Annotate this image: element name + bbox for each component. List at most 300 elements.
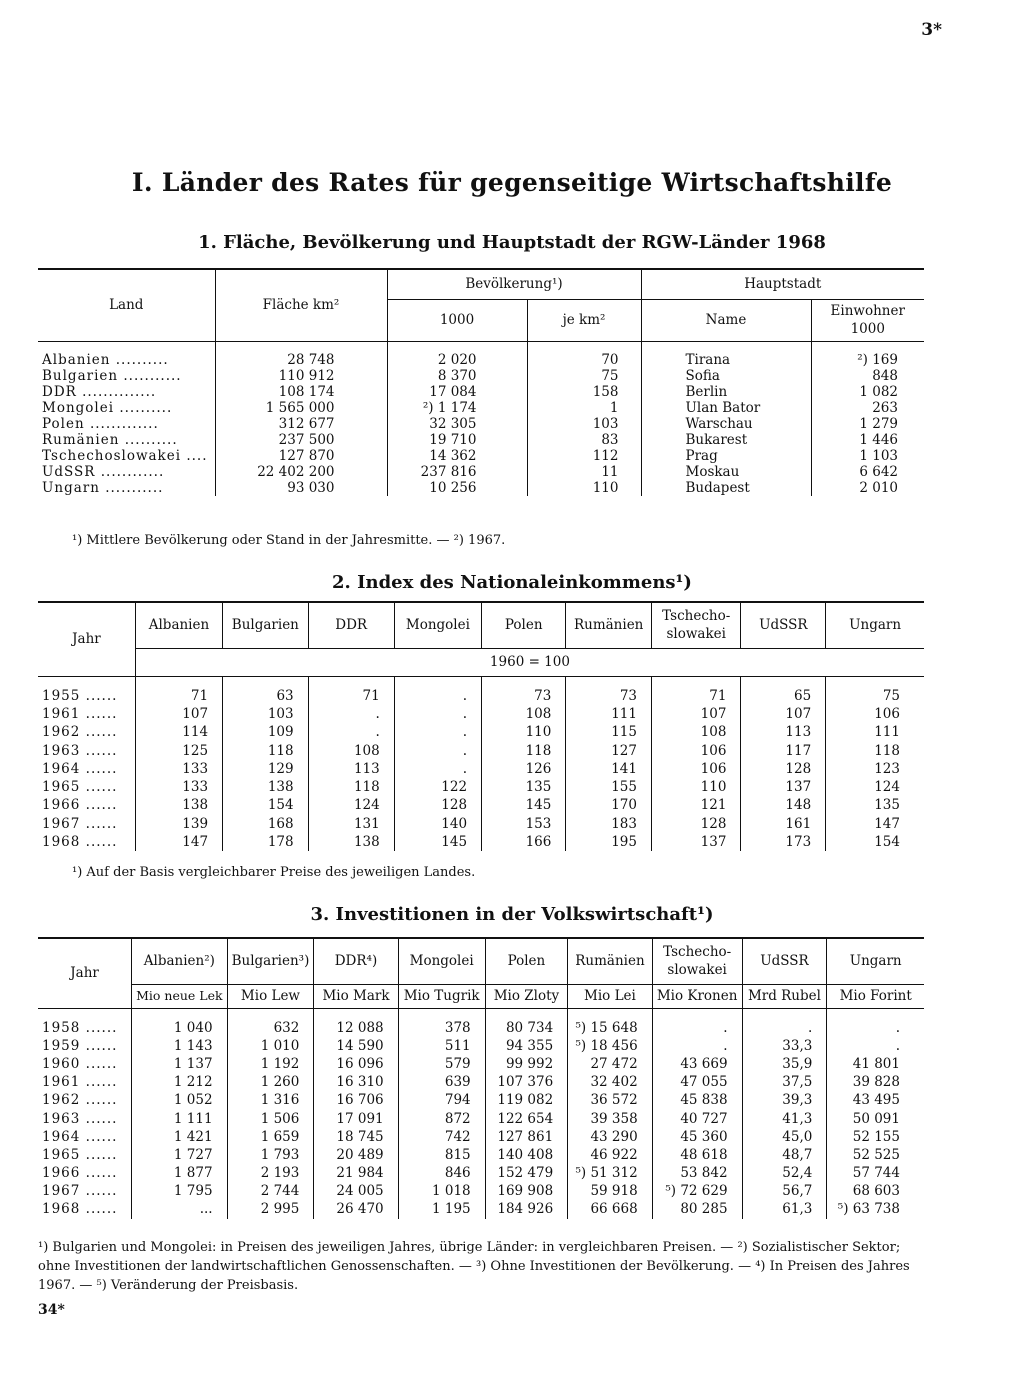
col-header: Rumänien <box>566 602 652 648</box>
value-cell: 12 088 <box>314 1019 398 1037</box>
cell: 110 <box>527 480 641 496</box>
value-cell: 43 669 <box>652 1055 742 1073</box>
cell: UdSSR ............ <box>38 464 215 480</box>
value-cell: 94 355 <box>485 1037 568 1055</box>
value-cell: 511 <box>398 1037 485 1055</box>
table-row <box>38 464 924 480</box>
value-cell: 126 <box>482 760 566 778</box>
col-header: Polen <box>485 938 568 984</box>
year-cell: 1965 ...... <box>38 1146 132 1164</box>
value-cell: 184 926 <box>485 1200 568 1218</box>
value-cell: 118 <box>482 741 566 759</box>
value-cell: 846 <box>398 1164 485 1182</box>
value-cell: 53 842 <box>652 1164 742 1182</box>
value-cell: 75 <box>882 687 900 704</box>
value-cell: 872 <box>398 1109 485 1127</box>
table-row <box>38 833 924 851</box>
value-cell: 50 091 <box>852 1110 900 1127</box>
value-cell: 24 005 <box>314 1182 398 1200</box>
table-row <box>38 1128 924 1146</box>
table-row <box>38 416 924 432</box>
cell: 112 <box>527 448 641 464</box>
value-cell: 137 <box>741 778 826 796</box>
col-header: DDR <box>308 602 394 648</box>
main-title: I. Länder des Rates für gegenseitige Wirtschaftshilfe <box>131 168 893 197</box>
value-cell: 1 111 <box>132 1109 227 1127</box>
value-cell: . <box>394 687 481 705</box>
value-cell: 1 793 <box>227 1146 314 1164</box>
value-cell: 46 922 <box>568 1146 653 1164</box>
value-cell: ⁵) 15 648 <box>568 1019 653 1037</box>
value-cell: 118 <box>308 778 394 796</box>
value-cell: 129 <box>223 760 309 778</box>
table-row <box>38 480 924 496</box>
value-cell: 1 137 <box>132 1055 227 1073</box>
cell: 1 082 <box>859 383 898 400</box>
table-row <box>38 723 924 741</box>
value-cell: . <box>895 1037 900 1054</box>
table-row <box>38 1019 924 1037</box>
value-cell: 40 727 <box>652 1109 742 1127</box>
value-cell: 124 <box>308 796 394 814</box>
year-cell: 1967 ...... <box>38 815 135 833</box>
table-row <box>38 778 924 796</box>
cell: Bukarest <box>641 432 811 448</box>
year-cell: 1959 ...... <box>38 1037 132 1055</box>
year-cell: 1962 ...... <box>38 1091 132 1109</box>
value-cell: . <box>394 741 481 759</box>
value-cell: 21 984 <box>314 1164 398 1182</box>
value-cell: 169 908 <box>485 1182 568 1200</box>
value-cell: 632 <box>227 1019 314 1037</box>
page-number-top: 3* <box>921 20 942 40</box>
year-cell: 1963 ...... <box>38 741 135 759</box>
cell: 2 020 <box>387 352 527 368</box>
year-cell: 1968 ...... <box>38 833 135 851</box>
value-cell: 39 358 <box>568 1109 653 1127</box>
col-name: Name <box>641 299 811 341</box>
cell: 312 677 <box>215 416 387 432</box>
value-cell: ⁵) 18 456 <box>568 1037 653 1055</box>
value-cell: 128 <box>652 815 741 833</box>
cell: 1 103 <box>859 447 898 464</box>
value-cell: 1 506 <box>227 1109 314 1127</box>
value-cell: 14 590 <box>314 1037 398 1055</box>
value-cell: 1 192 <box>227 1055 314 1073</box>
cell: 70 <box>527 352 641 368</box>
year-cell: 1964 ...... <box>38 760 135 778</box>
value-cell: 127 861 <box>485 1128 568 1146</box>
value-cell: 118 <box>874 742 900 759</box>
cell: DDR .............. <box>38 384 215 400</box>
value-cell: 61,3 <box>742 1200 827 1218</box>
col-bev-km: je km² <box>527 299 641 341</box>
value-cell: 48 618 <box>652 1146 742 1164</box>
table-row <box>38 796 924 814</box>
value-cell: 68 603 <box>852 1183 900 1200</box>
table-row <box>38 1091 924 1109</box>
value-cell: ⁵) 72 629 <box>652 1182 742 1200</box>
value-cell: 63 <box>223 687 309 705</box>
value-cell: 45 360 <box>652 1128 742 1146</box>
col-header: Albanien²) <box>132 938 227 984</box>
cell: Tirana <box>641 352 811 368</box>
value-cell: 108 <box>482 705 566 723</box>
table-row <box>38 1037 924 1055</box>
year-cell: 1966 ...... <box>38 1164 132 1182</box>
table3-footnote-line: ¹) Bulgarien und Mongolei: in Preisen des jeweiligen Jahres, übrige Länder: in vergleichbaren Preisen. — ²) Sozialistischer Sektor; <box>38 1240 901 1255</box>
value-cell: . <box>895 1019 900 1036</box>
value-cell: 1 260 <box>227 1073 314 1091</box>
table-row <box>38 741 924 759</box>
value-cell: 147 <box>874 815 900 832</box>
value-cell: 815 <box>398 1146 485 1164</box>
value-cell: 41,3 <box>742 1109 827 1127</box>
cell: Warschau <box>641 416 811 432</box>
table1-title: 1. Fläche, Bevölkerung und Hauptstadt der RGW-Länder 1968 <box>198 232 826 253</box>
value-cell: 45 838 <box>652 1091 742 1109</box>
cell: 93 030 <box>215 480 387 496</box>
cell: 75 <box>527 368 641 384</box>
value-cell: 80 734 <box>485 1019 568 1037</box>
value-cell: 52,4 <box>742 1164 827 1182</box>
cell: 17 084 <box>387 384 527 400</box>
cell: 28 748 <box>215 352 387 368</box>
col-header: Bulgarien <box>223 602 309 648</box>
col-land: Land <box>38 269 215 341</box>
value-cell: 579 <box>398 1055 485 1073</box>
table-row <box>38 1182 924 1200</box>
cell: ²) 169 <box>857 351 898 368</box>
value-cell: 145 <box>394 833 481 851</box>
table2-title: 2. Index des Nationaleinkommens¹) <box>332 572 692 593</box>
value-cell: 1 877 <box>132 1164 227 1182</box>
table-row <box>38 760 924 778</box>
table-row <box>38 432 924 448</box>
value-cell: 137 <box>652 833 741 851</box>
table-row <box>38 1109 924 1127</box>
value-cell: 183 <box>566 815 652 833</box>
cell: 263 <box>872 399 898 416</box>
cell: 848 <box>872 367 898 384</box>
table-row <box>38 400 924 416</box>
value-cell: 117 <box>741 741 826 759</box>
value-cell: 141 <box>566 760 652 778</box>
value-cell: 43 495 <box>852 1092 900 1109</box>
cell: Sofia <box>641 368 811 384</box>
value-cell: 47 055 <box>652 1073 742 1091</box>
cell: 8 370 <box>387 368 527 384</box>
unit-label: Mio Mark <box>314 984 398 1008</box>
col-header: Tschecho- slowakei <box>652 602 741 648</box>
value-cell: 18 745 <box>314 1128 398 1146</box>
value-cell: ⁵) 51 312 <box>568 1164 653 1182</box>
cell: 237 500 <box>215 432 387 448</box>
value-cell: 1 195 <box>398 1200 485 1218</box>
cell: ²) 1 174 <box>387 400 527 416</box>
value-cell: 153 <box>482 815 566 833</box>
value-cell: 2 744 <box>227 1182 314 1200</box>
cell: 158 <box>527 384 641 400</box>
year-cell: 1963 ...... <box>38 1109 132 1127</box>
value-cell: . <box>652 1037 742 1055</box>
value-cell: 37,5 <box>742 1073 827 1091</box>
unit-label: Mio Lew <box>227 984 314 1008</box>
value-cell: 57 744 <box>852 1165 900 1182</box>
value-cell: 128 <box>394 796 481 814</box>
col-header: DDR⁴) <box>314 938 398 984</box>
year-cell: 1965 ...... <box>38 778 135 796</box>
value-cell: 113 <box>741 723 826 741</box>
cell: Mongolei .......... <box>38 400 215 416</box>
table-row <box>38 368 924 384</box>
value-cell: 107 <box>135 705 222 723</box>
value-cell: 107 <box>741 705 826 723</box>
value-cell: 122 <box>394 778 481 796</box>
col-header: Polen <box>482 602 566 648</box>
col-header: UdSSR <box>742 938 827 984</box>
value-cell: 113 <box>308 760 394 778</box>
value-cell: 123 <box>874 760 900 777</box>
value-cell: 195 <box>566 833 652 851</box>
value-cell: 52 525 <box>852 1146 900 1163</box>
year-cell: 1960 ...... <box>38 1055 132 1073</box>
value-cell: 111 <box>566 705 652 723</box>
value-cell: 155 <box>566 778 652 796</box>
value-cell: 1 040 <box>132 1019 227 1037</box>
value-cell: 26 470 <box>314 1200 398 1218</box>
cell: 22 402 200 <box>215 464 387 480</box>
value-cell: 36 572 <box>568 1091 653 1109</box>
value-cell: 742 <box>398 1128 485 1146</box>
value-cell: 71 <box>308 687 394 705</box>
cell: 1 565 000 <box>215 400 387 416</box>
col-header: Rumänien <box>568 938 653 984</box>
value-cell: 73 <box>482 687 566 705</box>
value-cell: 122 654 <box>485 1109 568 1127</box>
value-cell: 45,0 <box>742 1128 827 1146</box>
value-cell: 639 <box>398 1073 485 1091</box>
value-cell: 109 <box>223 723 309 741</box>
table2-footnote: ¹) Auf der Basis vergleichbarer Preise des jeweiligen Landes. <box>72 865 476 880</box>
value-cell: 147 <box>135 833 222 851</box>
year-cell: 1955 ...... <box>38 687 135 705</box>
col-header: Bulgarien³) <box>227 938 314 984</box>
value-cell: 27 472 <box>568 1055 653 1073</box>
col-header: Albanien <box>135 602 222 648</box>
value-cell: 2 193 <box>227 1164 314 1182</box>
value-cell: 378 <box>398 1019 485 1037</box>
cell: 127 870 <box>215 448 387 464</box>
value-cell: 110 <box>482 723 566 741</box>
cell: 83 <box>527 432 641 448</box>
col-header: UdSSR <box>741 602 826 648</box>
value-cell: 99 992 <box>485 1055 568 1073</box>
value-cell: . <box>394 723 481 741</box>
value-cell: 1 143 <box>132 1037 227 1055</box>
value-cell: 145 <box>482 796 566 814</box>
year-cell: 1966 ...... <box>38 796 135 814</box>
value-cell: 128 <box>741 760 826 778</box>
value-cell: 1 010 <box>227 1037 314 1055</box>
table-row <box>38 448 924 464</box>
value-cell: 168 <box>223 815 309 833</box>
col-header: Ungarn <box>827 938 924 984</box>
value-cell: 66 668 <box>568 1200 653 1218</box>
value-cell: ⁵) 63 738 <box>837 1201 900 1218</box>
cell: Rumänien .......... <box>38 432 215 448</box>
value-cell: 107 376 <box>485 1073 568 1091</box>
cell: Prag <box>641 448 811 464</box>
table1 <box>38 268 924 496</box>
value-cell: 59 918 <box>568 1182 653 1200</box>
table3-title: 3. Investitionen in der Volkswirtschaft¹) <box>310 904 714 925</box>
value-cell: 32 402 <box>568 1073 653 1091</box>
page-number-bottom: 34* <box>38 1302 65 1318</box>
cell: Polen ............. <box>38 416 215 432</box>
table-row <box>38 384 924 400</box>
value-cell: 127 <box>566 741 652 759</box>
cell: Tschechoslowakei .... <box>38 448 215 464</box>
value-cell: . <box>394 705 481 723</box>
value-cell: 52 155 <box>852 1128 900 1145</box>
value-cell: 111 <box>874 724 900 741</box>
table2 <box>38 601 924 851</box>
table-row <box>38 1164 924 1182</box>
unit-label: Mio neue Lek <box>132 984 227 1008</box>
unit-label: Mrd Rubel <box>742 984 827 1008</box>
value-cell: 148 <box>741 796 826 814</box>
table3 <box>38 937 924 1219</box>
col-einwohner: Einwohner 1000 <box>811 299 924 341</box>
value-cell: 110 <box>652 778 741 796</box>
value-cell: . <box>652 1019 742 1037</box>
value-cell: 108 <box>652 723 741 741</box>
value-cell: 173 <box>741 833 826 851</box>
value-cell: 17 091 <box>314 1109 398 1127</box>
table3-footnote-line: ohne Investitionen der landwirtschaftlichen Genossenschaften. — ³) Ohne Investitionen der Bevölkerung. — ⁴) In Preisen des Jahres <box>38 1259 910 1274</box>
cell: 32 305 <box>387 416 527 432</box>
value-cell: 106 <box>652 760 741 778</box>
table3-footnote-line: 1967. — ⁵) Veränderung der Preisbasis. <box>38 1278 299 1293</box>
value-cell: 125 <box>135 741 222 759</box>
value-cell: 106 <box>874 705 900 722</box>
value-cell: 65 <box>741 687 826 705</box>
value-cell: 794 <box>398 1091 485 1109</box>
cell: 10 256 <box>387 480 527 496</box>
cell: Moskau <box>641 464 811 480</box>
year-cell: 1961 ...... <box>38 705 135 723</box>
value-cell: 1 018 <box>398 1182 485 1200</box>
value-cell: 1 212 <box>132 1073 227 1091</box>
value-cell: 1 052 <box>132 1091 227 1109</box>
table-row <box>38 705 924 723</box>
table-row <box>38 352 924 368</box>
cell: 103 <box>527 416 641 432</box>
value-cell: 133 <box>135 778 222 796</box>
value-cell: 138 <box>308 833 394 851</box>
value-cell: 2 995 <box>227 1200 314 1218</box>
value-cell: . <box>394 760 481 778</box>
cell: 6 642 <box>859 463 898 480</box>
cell: 19 710 <box>387 432 527 448</box>
base-note: 1960 = 100 <box>135 648 924 676</box>
cell: Ungarn ........... <box>38 480 215 496</box>
cell: Budapest <box>641 480 811 496</box>
cell: Bulgarien ........... <box>38 368 215 384</box>
value-cell: 1 795 <box>132 1182 227 1200</box>
col-header: Mongolei <box>394 602 481 648</box>
value-cell: 119 082 <box>485 1091 568 1109</box>
value-cell: 135 <box>482 778 566 796</box>
table-row <box>38 687 924 705</box>
cell: 11 <box>527 464 641 480</box>
value-cell: 161 <box>741 815 826 833</box>
year-cell: 1967 ...... <box>38 1182 132 1200</box>
cell: Albanien .......... <box>38 352 215 368</box>
value-cell: 43 290 <box>568 1128 653 1146</box>
value-cell: 39 828 <box>852 1074 900 1091</box>
cell: 1 279 <box>859 415 898 432</box>
value-cell: 1 421 <box>132 1128 227 1146</box>
cell: 110 912 <box>215 368 387 384</box>
value-cell: 39,3 <box>742 1091 827 1109</box>
value-cell: 80 285 <box>652 1200 742 1218</box>
value-cell: 170 <box>566 796 652 814</box>
value-cell: . <box>742 1019 827 1037</box>
value-cell: 35,9 <box>742 1055 827 1073</box>
value-cell: ... <box>132 1200 227 1218</box>
value-cell: 20 489 <box>314 1146 398 1164</box>
col-flaeche: Fläche km² <box>215 269 387 341</box>
value-cell: 107 <box>652 705 741 723</box>
cell: 1 446 <box>859 431 898 448</box>
value-cell: 108 <box>308 741 394 759</box>
value-cell: 71 <box>652 687 741 705</box>
value-cell: 139 <box>135 815 222 833</box>
value-cell: 73 <box>566 687 652 705</box>
value-cell: 1 659 <box>227 1128 314 1146</box>
unit-label: Mio Zloty <box>485 984 568 1008</box>
value-cell: 114 <box>135 723 222 741</box>
cell: Ulan Bator <box>641 400 811 416</box>
value-cell: 154 <box>874 834 900 851</box>
value-cell: 103 <box>223 705 309 723</box>
value-cell: 1 727 <box>132 1146 227 1164</box>
cell: 2 010 <box>859 479 898 496</box>
value-cell: 118 <box>223 741 309 759</box>
year-cell: 1964 ...... <box>38 1128 132 1146</box>
value-cell: 133 <box>135 760 222 778</box>
value-cell: . <box>308 705 394 723</box>
unit-label: Mio Kronen <box>652 984 742 1008</box>
col-header: Tschecho- slowakei <box>652 938 742 984</box>
table-row <box>38 1055 924 1073</box>
value-cell: 16 096 <box>314 1055 398 1073</box>
value-cell: 106 <box>652 741 741 759</box>
cell: 1 <box>527 400 641 416</box>
value-cell: 124 <box>874 779 900 796</box>
value-cell: . <box>308 723 394 741</box>
year-cell: 1958 ...... <box>38 1019 132 1037</box>
cell: Berlin <box>641 384 811 400</box>
col-bev-1000: 1000 <box>387 299 527 341</box>
value-cell: 166 <box>482 833 566 851</box>
col-bevoelkerung: Bevölkerung¹) <box>387 269 641 299</box>
col-jahr: Jahr <box>38 602 135 676</box>
value-cell: 33,3 <box>742 1037 827 1055</box>
col-header: Mongolei <box>398 938 485 984</box>
